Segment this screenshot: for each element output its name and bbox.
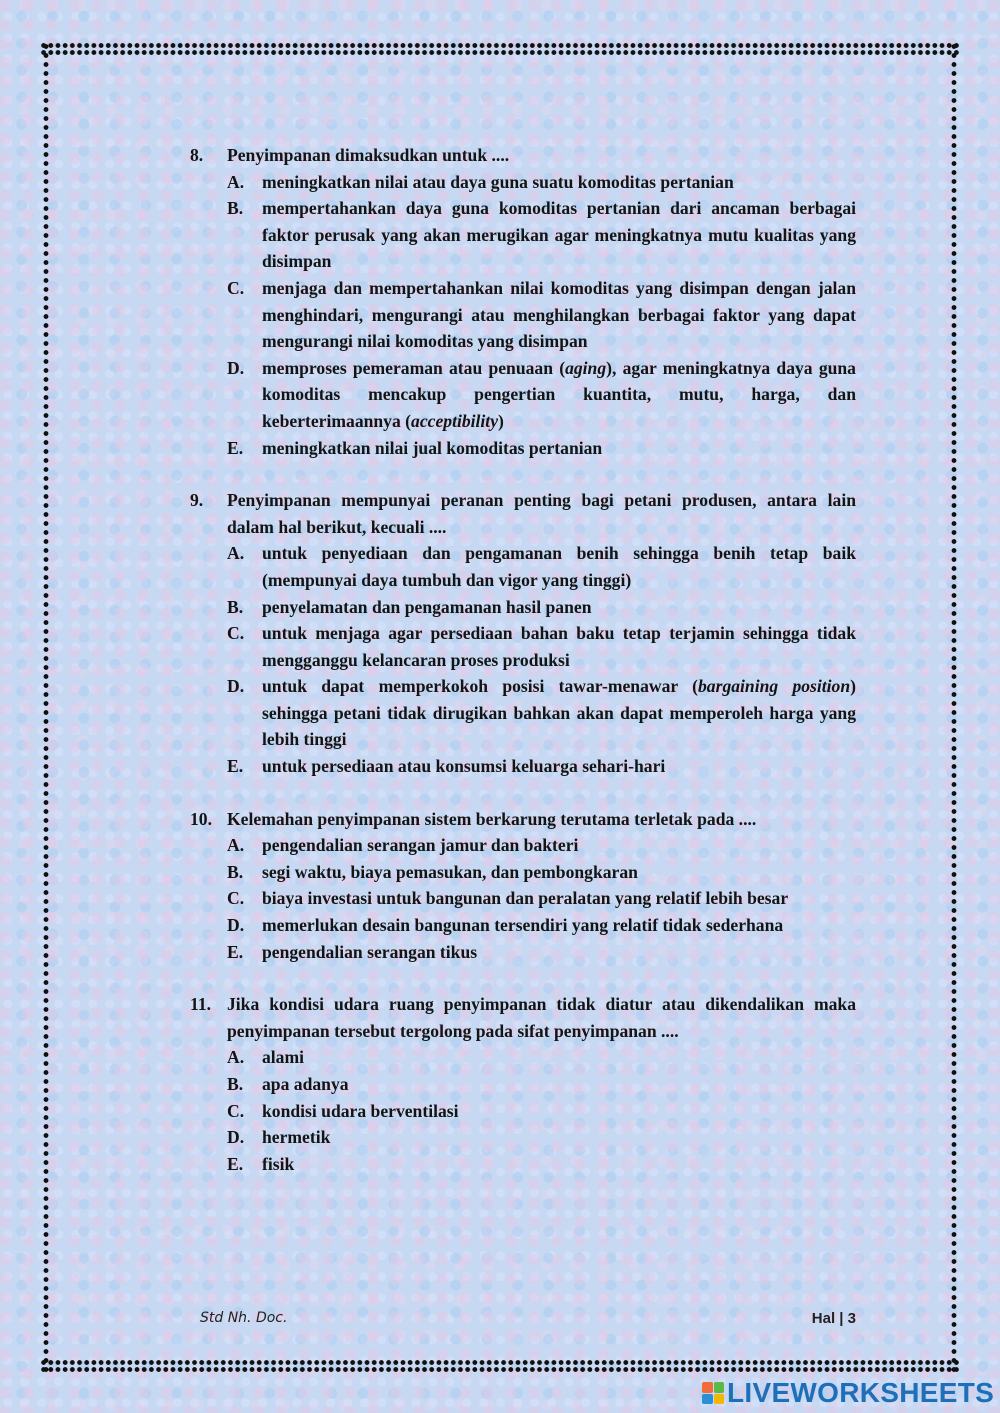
question-number: 10. bbox=[190, 808, 212, 829]
option-letter: A. bbox=[227, 835, 245, 856]
footer-doc-label: Std Nh. Doc. bbox=[200, 1310, 288, 1326]
option-text: memproses pemeraman atau penuaan (aging), agar meningkatnya daya guna komoditas mencakup pengertian kuantita, mutu, harga, dan keberterimaannya (acceptibility) bbox=[262, 357, 856, 431]
option-letter: D. bbox=[227, 1127, 245, 1148]
option-text: mempertahankan daya guna komoditas pertanian dari ancaman berbagai faktor perusak yang akan merugikan agar meningkatnya mutu kualitas yang disimpan bbox=[262, 198, 856, 272]
option-text: memerlukan desain bangunan tersendiri yang relatif tidak sederhana bbox=[262, 915, 784, 936]
question-text: Penyimpanan dimaksudkan untuk .... bbox=[227, 145, 510, 165]
option-text: meningkatkan nilai atau daya guna suatu komoditas pertanian bbox=[262, 171, 734, 192]
option-e[interactable] bbox=[227, 939, 856, 966]
option-letter: C. bbox=[227, 1100, 245, 1121]
logo-cell bbox=[702, 1394, 713, 1405]
question-text: Kelemahan penyimpanan sistem berkarung terutama terletak pada .... bbox=[227, 808, 757, 829]
option-text: untuk menjaga agar persediaan bahan baku tetap terjamin sehingga tidak mengganggu kelancaran proses produksi bbox=[262, 623, 856, 670]
option-a[interactable] bbox=[227, 540, 856, 593]
option-letter: C. bbox=[227, 623, 245, 644]
worksheet-content bbox=[190, 142, 856, 1203]
option-d[interactable] bbox=[227, 355, 856, 435]
option-c[interactable] bbox=[227, 885, 856, 912]
option-a[interactable] bbox=[227, 169, 856, 196]
page-border-right bbox=[948, 42, 960, 1373]
question-9 bbox=[190, 487, 856, 780]
option-text: biaya investasi untuk bangunan dan peralatan yang relatif lebih besar bbox=[262, 888, 789, 909]
option-c[interactable] bbox=[227, 275, 856, 355]
option-text: pengendalian serangan tikus bbox=[262, 941, 478, 962]
question-number: 9. bbox=[190, 490, 204, 511]
option-text: fisik bbox=[262, 1153, 295, 1174]
option-letter: A. bbox=[227, 1047, 245, 1068]
italic-term: bargaining position bbox=[698, 676, 851, 697]
option-letter: A. bbox=[227, 171, 245, 192]
option-b[interactable] bbox=[227, 195, 856, 275]
question-8 bbox=[190, 142, 856, 461]
option-b[interactable] bbox=[227, 594, 856, 621]
page-number: Hal | 3 bbox=[811, 1310, 856, 1327]
option-text: pengendalian serangan jamur dan bakteri bbox=[262, 835, 579, 856]
option-letter: D. bbox=[227, 676, 245, 697]
option-letter: E. bbox=[227, 756, 244, 777]
question-11 bbox=[190, 991, 856, 1177]
page-border-top bbox=[40, 42, 960, 56]
option-text: alami bbox=[262, 1047, 305, 1068]
option-letter: B. bbox=[227, 198, 244, 219]
page-border-left bbox=[40, 42, 52, 1373]
question-number: 8. bbox=[190, 145, 204, 165]
option-letter: A. bbox=[227, 543, 245, 564]
option-text: untuk dapat memperkokoh posisi tawar-menawar (bargaining position) sehingga petani tidak dirugikan bahkan akan dapat memperoleh harga yang lebih tinggi bbox=[262, 676, 856, 750]
option-letter: C. bbox=[227, 277, 245, 298]
italic-term: acceptibility bbox=[411, 410, 499, 431]
option-d[interactable] bbox=[227, 912, 856, 939]
option-text: meningkatkan nilai jual komoditas pertanian bbox=[262, 437, 603, 458]
options-list bbox=[190, 540, 856, 779]
option-d[interactable] bbox=[227, 673, 856, 753]
question-text: Jika kondisi udara ruang penyimpanan tidak diatur atau dikendalikan maka penyimpanan tersebut tergolong pada sifat penyimpanan .... bbox=[227, 994, 856, 1041]
option-text: menjaga dan mempertahankan nilai komoditas yang disimpan dengan jalan menghindari, mengurangi atau menghilangkan berbagai faktor yang dapat mengurangi nilai komoditas yang disimpan bbox=[262, 277, 856, 352]
option-a[interactable] bbox=[227, 832, 856, 859]
option-e[interactable] bbox=[227, 1151, 856, 1178]
option-letter: E. bbox=[227, 1153, 244, 1174]
options-list bbox=[190, 832, 856, 965]
option-text: kondisi udara berventilasi bbox=[262, 1100, 459, 1121]
option-d[interactable] bbox=[227, 1124, 856, 1151]
option-b[interactable] bbox=[227, 859, 856, 886]
question-text: Penyimpanan mempunyai peranan penting bagi petani produsen, antara lain dalam hal berikut, kecuali .... bbox=[227, 490, 856, 537]
logo-cell bbox=[702, 1382, 713, 1393]
option-letter: E. bbox=[227, 941, 244, 962]
option-text: hermetik bbox=[262, 1127, 331, 1148]
option-text: penyelamatan dan pengamanan hasil panen bbox=[262, 596, 592, 617]
liveworksheets-icon bbox=[702, 1382, 724, 1404]
option-a[interactable] bbox=[227, 1044, 856, 1071]
option-letter: B. bbox=[227, 1074, 244, 1094]
option-letter: E. bbox=[227, 437, 244, 458]
option-letter: C. bbox=[227, 888, 245, 909]
option-text: untuk penyediaan dan pengamanan benih sehingga benih tetap baik (mempunyai daya tumbuh dan vigor yang tinggi) bbox=[262, 543, 856, 590]
option-text: segi waktu, biaya pemasukan, dan pembongkaran bbox=[262, 861, 638, 882]
option-letter: D. bbox=[227, 915, 245, 936]
question-10 bbox=[190, 806, 856, 966]
option-c[interactable] bbox=[227, 1098, 856, 1125]
question-number: 11. bbox=[190, 994, 212, 1015]
option-letter: B. bbox=[227, 596, 244, 617]
option-e[interactable] bbox=[227, 753, 856, 780]
italic-term: aging bbox=[565, 357, 607, 378]
liveworksheets-logo[interactable] bbox=[702, 1378, 994, 1408]
liveworksheets-wordmark: LIVEWORKSHEETS bbox=[727, 1377, 995, 1408]
options-list bbox=[190, 1044, 856, 1177]
option-text: untuk persediaan atau konsumsi keluarga sehari-hari bbox=[262, 756, 666, 777]
option-b[interactable] bbox=[227, 1071, 856, 1098]
page-border-bottom bbox=[40, 1359, 960, 1373]
option-c[interactable] bbox=[227, 620, 856, 673]
option-text: apa adanya bbox=[262, 1074, 349, 1094]
logo-cell bbox=[714, 1394, 725, 1405]
options-list bbox=[190, 169, 856, 462]
option-letter: D. bbox=[227, 357, 245, 378]
option-letter: B. bbox=[227, 861, 244, 882]
logo-cell bbox=[714, 1382, 725, 1393]
option-e[interactable] bbox=[227, 435, 856, 462]
